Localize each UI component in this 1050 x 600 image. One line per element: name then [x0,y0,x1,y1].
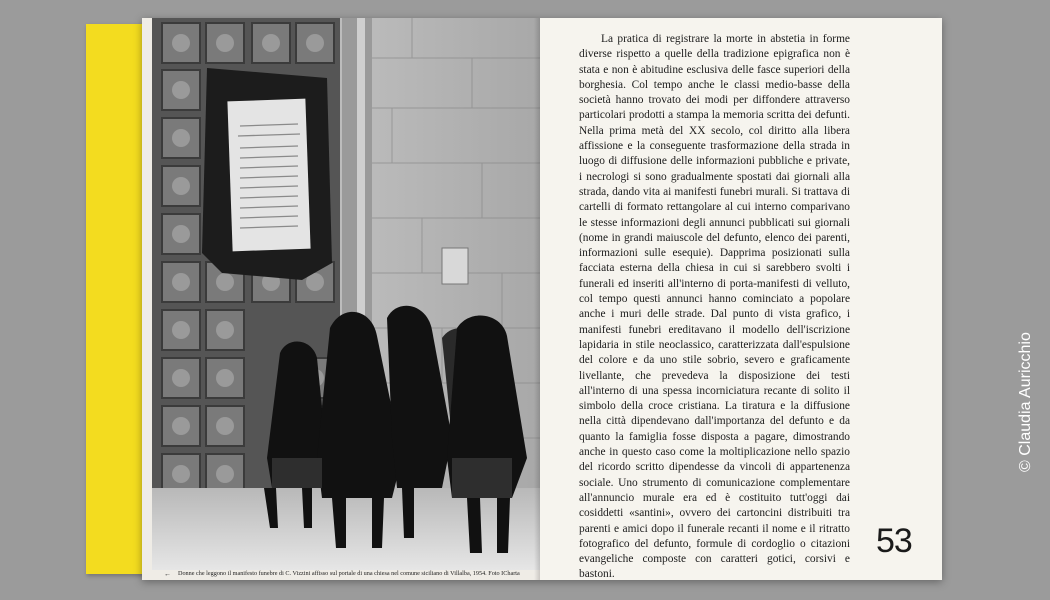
body-paragraph: La pratica di registrare la morte in abstetia in forme diverse rispetto a quelle della tradizione epigrafica non è stata e non è abitudine esclusiva delle fasce superiori della borghesia. Col tempo anche le classi medio-basse della società hanno trovato dei modi per diffondere attraverso particolari prodotti a stampa la memoria scritta dei defunti. Nella prima metà del XX secolo, col diritto alla libera affissione e la conseguente trasformazione della strada in luogo di diffusione delle informazioni pubbliche e private, i necrologi si sono gradualmente spostati dai giornali alla strada, dando vita ai manifesti funebri murali. Si trattava di cartelli di formato rettangolare al cui interno comparivano le stesse informazioni degli annunci pubblicati sui giornali (nome in grandi maiuscole del defunto, elenco dei parenti, informazioni sulle esequie). Dapprima posizionati sulla facciata esterna della chiesa in cui si sarebbero svolti i funerali ed inseriti all'interno di porta-manifesti di velluto, col tempo questi annunci hanno cominciato a popolare anche i muri delle strade. Dal punto di vista grafico, i manifesti funebri ereditavano il modello dell'iscrizione lapidaria in stile neoclassico, caratterizzata dall'espulsione del colore e da uno stile sobrio, severo e graficamente livellante, che prevedeva la disposizione dei testi all'interno di una spessa incorniciatura recante di solito il simbolo della croce cristiana. La tiratura e la diffusione nella città dipendevano dall'importanza del defunto e da quanto la famiglia fosse disposta a pagare, dimostrando anche in questo caso come la moltiplicazione nello spazio del ricordo scritto dipendesse da vincoli di appartenenza sociale. Uno strumento di comunicazione complementare all'annuncio murale era ed è costituito tutt'oggi dai cosiddetti «santini», ovvero dei cartoncini distribuiti tra parenti e amici dopo il funerale recanti il nome e il ritratto fotografico del defunto, formule di cordoglio o citazioni evangeliche composte con caratteri gotici, corsivi e bastoni. [579,33,850,581]
photo-credit: © Claudia Auricchio [1017,332,1034,472]
left-page [142,18,540,580]
right-page [540,18,942,580]
caption-text: Donne che leggono il manifesto funebre di C. Vizzini affisso sul portale di una chiesa nel comune siciliano di Villalba, 1954. Foto ICharta [178,570,520,577]
body-text [579,32,850,583]
left-arrow-icon: ← [164,570,171,578]
photo-illustration [152,18,540,570]
open-book [142,18,942,580]
bw-photo-women-reading-funeral-notice [152,18,540,570]
page-number: 53 [876,522,912,560]
photo-caption [164,570,534,578]
